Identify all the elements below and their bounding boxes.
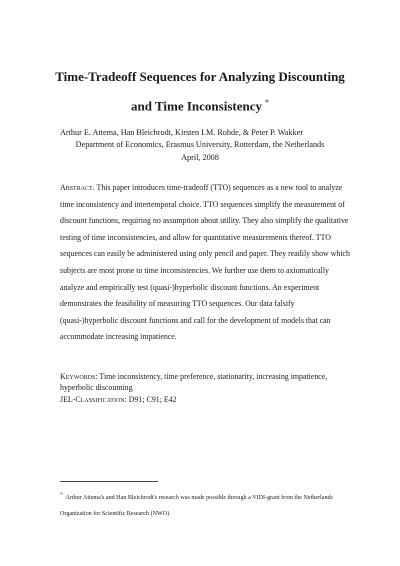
publication-date: April, 2008 [181, 153, 219, 162]
abstract-text: This paper introduces time-tradeoff (TTO) sequences as a new tool to analyze time inconsistency and intertemporal choice. TTO sequences simplify the measurement of discount functions, requiring no assumption about utility. They also simplify the qualitative testing of time inconsistencies, and allow for quantitative measurements thereof. TTO sequences can easily be administered using only pencil and paper. They readily show which subjects are most prone to time inconsistencies. We further use them to axiomatically analyze and empirically test (quasi-)hyperbolic discount functions. An experiment demonstrates the feasibility of measuring TTO sequences. Our data falsify (quasi-)hyperbolic discount functions and call for the development of models that can accommodate increasing impatience. [60, 183, 350, 342]
author-list: Arthur E. Attema, Han Bleichrodt, Kirsten I.M. Rohde, & Peter P. Wakker [60, 128, 303, 137]
jel-classification [60, 394, 350, 405]
affiliation: Department of Economics, Erasmus University, Rotterdam, the Netherlands [75, 140, 325, 149]
jel-codes: D91; C91; E42 [128, 395, 177, 404]
paper-title-line-2 [0, 94, 400, 114]
abstract-paragraph [60, 180, 350, 346]
title-text-2: and Time Inconsistency [131, 98, 262, 114]
abstract-label: Abstract. [60, 183, 95, 192]
footnote-mark: * [60, 493, 63, 498]
paper-title-line-1 [0, 68, 400, 85]
title-text-1: Time-Tradeoff Sequences for Analyzing Discounting [55, 69, 345, 84]
keywords-paragraph [60, 371, 350, 393]
keywords-text: Time inconsistency, time preference, stationarity, increasing impatience, hyperbolic discounting [60, 372, 328, 393]
footnote [60, 488, 360, 522]
title-footnote-mark: * [265, 98, 269, 107]
footnote-divider [60, 481, 158, 482]
jel-label: JEL-Classification: [60, 395, 127, 404]
keywords-label: Keywords: [60, 372, 98, 381]
footnote-text: Arthur Attema's and Han Bleichrodt's research was made possible through a VIDI-grant from the Netherlands Organization for Scientific Research (NWO). [60, 495, 333, 518]
